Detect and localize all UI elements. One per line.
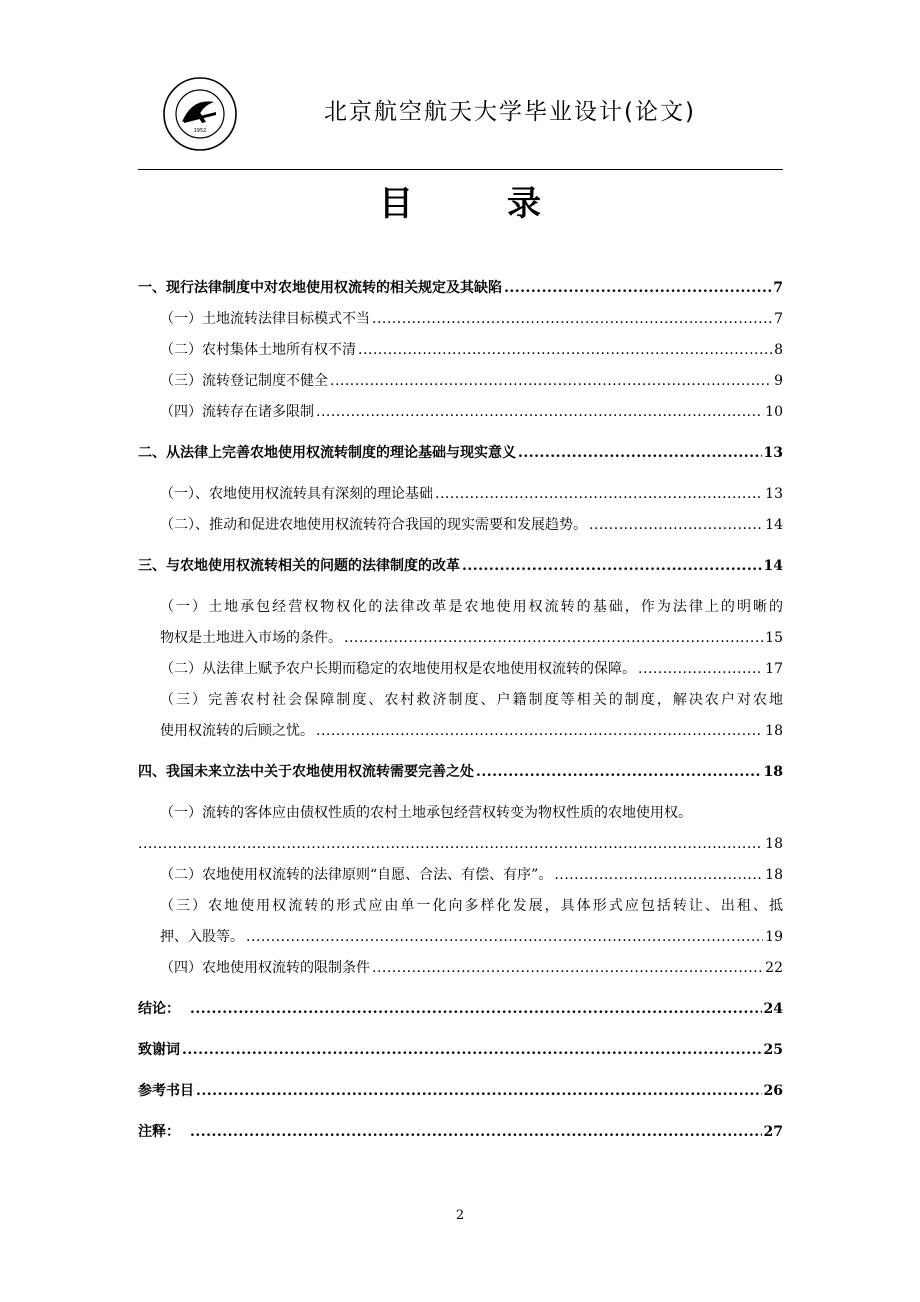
toc-entry-page: 13 <box>765 486 783 502</box>
dot-leader <box>435 479 763 510</box>
toc-entry-4-3[interactable] <box>138 891 783 953</box>
toc-entry-title: （二）从法律上赋予农户长期而稳定的农地使用权是农地使用权流转的保障。 <box>160 661 636 677</box>
dot-leader <box>476 757 762 788</box>
dot-leader <box>638 654 763 685</box>
dot-leader <box>196 1076 762 1107</box>
toc-entry-3-1[interactable] <box>138 592 783 654</box>
toc-entry-1-1[interactable] <box>138 304 783 335</box>
toc-entry-page: 18 <box>765 867 783 883</box>
toc-entry-title: （二）、推动和促进农地使用权流转符合我国的现实需要和发展趋势。 <box>160 517 587 533</box>
toc-entry-page: 8 <box>774 342 783 358</box>
toc-entry-title-line-2: 物权是土地进入市场的条件。 <box>160 630 342 646</box>
toc-entry-1-3[interactable] <box>138 366 783 397</box>
toc-entry-page: 26 <box>763 1083 783 1099</box>
toc-entry-page: 27 <box>763 1124 783 1140</box>
toc-entry-page: 18 <box>765 836 783 852</box>
toc-entry-page: 10 <box>765 404 783 420</box>
toc-entry-title: 结论： <box>138 1001 180 1017</box>
toc-entry-1-4[interactable] <box>138 397 783 428</box>
university-title: 北京航空航天大学毕业设计(论文) <box>324 99 696 125</box>
toc-entry-title-line-1: （三）农地使用权流转的形式应由单一化向多样化发展，具体形式应包括转让、出租、抵 <box>160 898 783 914</box>
toc-heading: 目 录 <box>379 184 571 224</box>
toc-entry-page: 22 <box>765 960 783 976</box>
dot-leader <box>554 860 763 891</box>
toc-entry-section-3[interactable] <box>138 551 783 582</box>
toc-entry-title: （一）、农地使用权流转具有深刻的理论基础 <box>160 486 433 502</box>
toc-entry-page: 7 <box>773 280 783 296</box>
dot-leader <box>358 335 772 366</box>
toc-entry-title-line-1: （一）土地承包经营权物权化的法律改革是农地使用权流转的基础，作为法律上的明晰的 <box>160 599 783 615</box>
toc-entry-conclusion[interactable] <box>138 994 783 1025</box>
toc-entry-page: 14 <box>763 558 783 574</box>
toc-entry-title: （三）流转登记制度不健全 <box>160 373 328 389</box>
page-header <box>138 70 783 170</box>
toc-entry-4-2[interactable] <box>138 860 783 891</box>
toc-entry-1-2[interactable] <box>138 335 783 366</box>
toc-entry-page: 24 <box>763 1001 783 1017</box>
toc-entry-section-4[interactable] <box>138 757 783 788</box>
toc-entry-title: （一）土地流转法律目标模式不当 <box>160 311 370 327</box>
toc-entry-page: 25 <box>763 1042 783 1058</box>
dot-leader <box>190 1117 762 1148</box>
toc-entry-title: 注释： <box>138 1124 180 1140</box>
dot-leader <box>462 551 762 582</box>
toc-entry-page: 17 <box>765 661 783 677</box>
toc-entry-2-1[interactable] <box>138 479 783 510</box>
dot-leader <box>246 922 763 953</box>
dot-leader <box>504 273 771 304</box>
toc-entry-title: 二、从法律上完善农地使用权流转制度的理论基础与现实意义 <box>138 445 516 461</box>
dot-leader <box>518 438 762 469</box>
toc-entry-4-4[interactable] <box>138 953 783 984</box>
toc-entry-title: （四）流转存在诸多限制 <box>160 404 314 420</box>
dot-leader <box>316 397 763 428</box>
dot-leader <box>316 716 763 747</box>
toc-entry-page: 9 <box>774 373 783 389</box>
toc-entry-3-2[interactable] <box>138 654 783 685</box>
toc-entry-section-1[interactable] <box>138 273 783 304</box>
toc-entry-title-line-2: 押、入股等。 <box>160 929 244 945</box>
toc-entry-title: 致谢词 <box>138 1042 180 1058</box>
dot-leader <box>372 953 763 984</box>
toc-entry-page: 18 <box>765 723 783 739</box>
toc-entry-title-line-2: 使用权流转的后顾之忧。 <box>160 723 314 739</box>
toc-entry-title: （二）农地使用权流转的法律原则“自愿、合法、有偿、有序”。 <box>160 867 553 883</box>
toc-entry-page: 18 <box>763 764 783 780</box>
toc-entry-title-line-1: （一）流转的客体应由债权性质的农村土地承包经营权转变为物权性质的农地使用权。 <box>160 805 692 821</box>
toc-entry-title: 三、与农地使用权流转相关的问题的法律制度的改革 <box>138 558 460 574</box>
dot-leader <box>138 829 763 860</box>
toc-entry-2-2[interactable] <box>138 510 783 541</box>
dot-leader <box>190 994 762 1025</box>
page-number: 2 <box>455 1208 465 1223</box>
header-divider <box>138 169 783 170</box>
university-seal-logo <box>162 76 238 152</box>
dot-leader <box>330 366 772 397</box>
dot-leader <box>372 304 772 335</box>
toc-entry-title: 一、现行法律制度中对农地使用权流转的相关规定及其缺陷 <box>138 280 502 296</box>
toc-entry-title-line-1: （三）完善农村社会保障制度、农村救济制度、户籍制度等相关的制度，解决农户对农地 <box>160 692 783 708</box>
toc-entry-title: 四、我国未来立法中关于农地使用权流转需要完善之处 <box>138 764 474 780</box>
dot-leader <box>344 623 763 654</box>
table-of-contents <box>138 273 783 1148</box>
toc-entry-title: 参考书目 <box>138 1083 194 1099</box>
toc-entry-references[interactable] <box>138 1076 783 1107</box>
toc-entry-notes[interactable] <box>138 1117 783 1148</box>
svg-text:1952: 1952 <box>193 128 207 134</box>
toc-entry-thanks[interactable] <box>138 1035 783 1066</box>
toc-entry-page: 13 <box>763 445 783 461</box>
toc-entry-page: 15 <box>765 630 783 646</box>
toc-entry-page: 7 <box>774 311 783 327</box>
dot-leader <box>182 1035 762 1066</box>
toc-entry-4-1[interactable] <box>138 798 783 860</box>
toc-entry-page: 19 <box>765 929 783 945</box>
dot-leader <box>589 510 763 541</box>
toc-entry-3-3[interactable] <box>138 685 783 747</box>
toc-entry-title: （二）农村集体土地所有权不清 <box>160 342 356 358</box>
toc-entry-section-2[interactable] <box>138 438 783 469</box>
toc-entry-page: 14 <box>765 517 783 533</box>
toc-entry-title: （四）农地使用权流转的限制条件 <box>160 960 370 976</box>
